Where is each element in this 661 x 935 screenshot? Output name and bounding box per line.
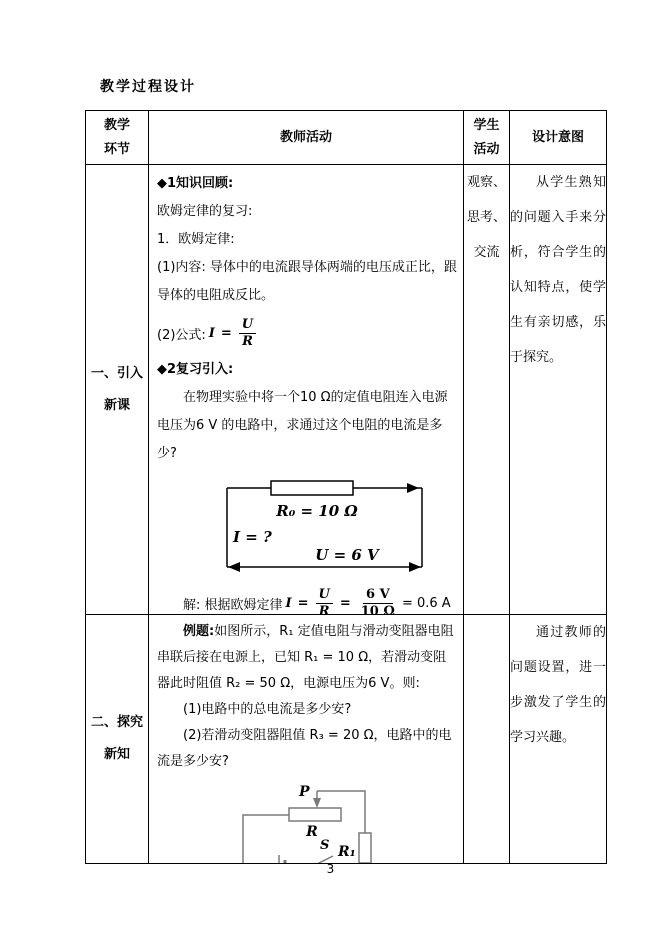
resistor-value-label: R₀ = 10 Ω	[276, 502, 358, 520]
current-unknown-label: I = ?	[233, 528, 272, 546]
circuit-diagram-simple	[219, 474, 458, 578]
solution-frac1-den: R	[318, 603, 330, 614]
circuit-2-svg	[223, 779, 458, 863]
intro-problem-paragraph: 在物理实验中将一个10 Ω的定值电阻连入电源电压为6 V 的电路中，求通过这个电阻的电流是多少?	[157, 390, 448, 461]
resistor-symbol	[271, 481, 353, 495]
rheostat-symbol	[289, 808, 341, 821]
solution-line	[157, 580, 458, 614]
circuit-diagram-rheostat	[223, 779, 458, 863]
switch-label: S	[320, 838, 330, 853]
lesson-plan-table	[85, 110, 607, 864]
solution-fraction-numeric	[358, 587, 398, 615]
header-cell-stage	[86, 111, 149, 165]
teacher-cell-intro	[149, 165, 464, 615]
review-subject-line: 欧姆定律的复习:	[157, 204, 253, 219]
student-activity-line3: 交流	[473, 245, 500, 260]
example-lead: 例题:	[183, 624, 215, 639]
table-row-intro	[86, 165, 607, 615]
header-student-line2: 活动	[473, 141, 500, 157]
solution-prefix: 解: 根据欧姆定律	[183, 597, 283, 613]
stage-explore-line2: 新知	[103, 747, 130, 762]
stage-intro-line2: 新课	[103, 397, 130, 413]
rheostat-label: R	[306, 824, 318, 840]
doc-title: 教学过程设计	[100, 79, 196, 95]
fixed-resistor-symbol	[359, 833, 371, 863]
slider-label: P	[299, 784, 310, 800]
solution-frac2-den: 10 Ω	[360, 603, 395, 614]
solution-current-var: I	[285, 595, 292, 611]
intent-cell-intro	[510, 165, 607, 615]
solution-frac1-num: U	[316, 587, 333, 604]
intent-cell-explore	[510, 615, 607, 864]
example-body: 如图所示，R₁ 定值电阻与滑动变阻器电阻串联后接在电源上，已知 R₁ = 10 Ω，若滑动变阻器此时阻值 R₂ = 50 Ω，电源电压为6 V。则:	[157, 624, 454, 691]
fraction-denominator: R	[242, 333, 253, 349]
header-cell-student	[464, 111, 510, 165]
header-stage-line2: 环节	[103, 141, 130, 157]
intent-intro-text: 从学生熟知的问题入手来分析，符合学生的认知特点，使学生有亲切感，乐于探究。	[510, 175, 606, 365]
formula-current-var: I	[208, 325, 215, 341]
header-stage-line1: 教学	[103, 117, 130, 133]
student-cell-explore	[464, 615, 510, 864]
review-intro-heading: ◆2复习引入:	[157, 362, 234, 377]
solution-equals-2: =	[339, 595, 351, 611]
knowledge-review-heading: ◆1知识回顾:	[157, 176, 234, 191]
ohm-law-line: 1．欧姆定律:	[157, 232, 235, 247]
solution-equals-1: =	[297, 595, 309, 611]
table-row-explore	[86, 615, 607, 864]
header-student-line1: 学生	[473, 117, 500, 133]
student-activity-line1: 观察、	[466, 175, 506, 190]
stage-intro-line1: 一、引入	[90, 365, 143, 381]
solution-result: = 0.6 A	[401, 595, 451, 611]
stage-explore-line1: 二、探究	[90, 715, 143, 730]
wire-left	[243, 815, 289, 863]
fixed-resistor-label: R₁	[338, 844, 356, 860]
stage-cell-intro	[86, 165, 149, 615]
ohm-law-formula-line	[157, 310, 458, 356]
voltage-arrow-right	[409, 562, 421, 572]
fraction-numerator: U	[239, 317, 256, 334]
stage-cell-explore	[86, 615, 149, 864]
header-row	[86, 111, 607, 165]
student-cell-intro	[464, 165, 510, 615]
header-cell-teacher: 教师活动	[149, 111, 464, 165]
circuit-1-svg	[219, 474, 424, 574]
formula-label: (2)公式:	[157, 327, 206, 343]
voltage-arrow-left	[228, 562, 240, 572]
ohm-law-content: (1)内容: 导体中的电流跟导体两端的电压成正比，跟导体的电阻成反比。	[157, 260, 457, 303]
current-direction-arrow	[407, 483, 419, 493]
voltage-value-label: U = 6 V	[315, 546, 379, 564]
example-question-2: (2)若滑动变阻器阻值 R₃ = 20 Ω，电路中的电流是多少安?	[157, 728, 452, 769]
example-paragraph	[157, 619, 458, 697]
example-question-1: (1)电路中的总电流是多少安?	[183, 702, 352, 717]
student-activity-line2: 思考、	[466, 210, 506, 225]
solution-frac2-num: 6 V	[363, 587, 393, 604]
header-cell-intent: 设计意图	[510, 111, 607, 165]
solution-fraction-symbolic	[316, 587, 333, 615]
intent-explore-text: 通过教师的问题设置，进一步激发了学生的学习兴趣。	[510, 625, 606, 745]
slider-arrowhead	[313, 798, 321, 808]
formula-fraction	[239, 317, 256, 350]
page-number: 3	[326, 862, 335, 876]
teacher-cell-explore	[149, 615, 464, 864]
formula-equals: =	[220, 325, 232, 341]
